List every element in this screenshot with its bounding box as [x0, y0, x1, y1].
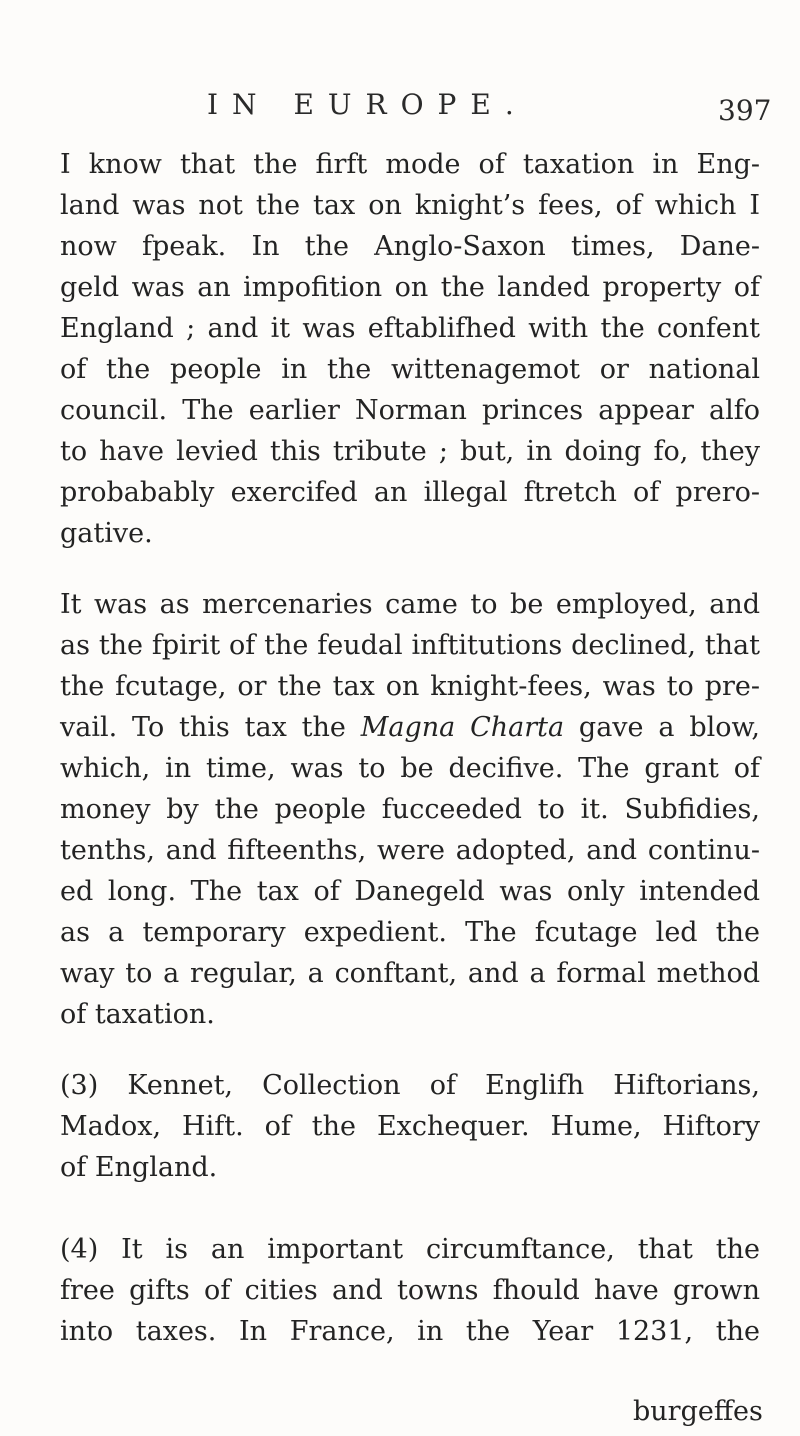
- text-line: money by the people fucceeded to it. Subfidies,: [60, 794, 760, 825]
- text-line: into taxes. In France, in the Year 1231, the: [60, 1316, 760, 1347]
- text-line: council. The earlier Norman princes appear alfo: [60, 395, 760, 426]
- text-line: [60, 711, 760, 745]
- text-line: of England.: [60, 1152, 218, 1183]
- text-span: vail. To this tax the: [60, 712, 361, 743]
- text-line: free gifts of cities and towns fhould have grown: [60, 1275, 760, 1306]
- text-line: to have levied this tribute ; but, in doing fo, they: [60, 436, 760, 467]
- text-line: the fcutage, or the tax on knight-fees, was to pre-: [60, 671, 760, 702]
- text-line: way to a regular, a conftant, and a formal method: [60, 958, 760, 989]
- text-line: ed long. The tax of Danegeld was only intended: [60, 876, 760, 907]
- text-line: It was as mercenaries came to be employed, and: [60, 589, 760, 620]
- catchword: burgeffes: [633, 1396, 763, 1427]
- text-line: of taxation.: [60, 999, 215, 1030]
- text-line: which, in time, was to be decifive. The grant of: [60, 753, 760, 784]
- text-line: of the people in the wittenagemot or national: [60, 354, 760, 385]
- text-line: as a temporary expedient. The fcutage led the: [60, 917, 760, 948]
- running-head: IN EUROPE.: [207, 88, 528, 121]
- text-line: gative.: [60, 518, 153, 549]
- text-line: as the fpirit of the feudal inftitutions declined, that: [60, 630, 760, 661]
- text-line: England ; and it was eftablifhed with the confent: [60, 313, 760, 344]
- text-line: geld was an impofition on the landed property of: [60, 272, 760, 303]
- text-line: Madox, Hift. of the Exchequer. Hume, Hiftory: [60, 1111, 760, 1142]
- text-line: now fpeak. In the Anglo-Saxon times, Dane-: [60, 231, 760, 262]
- text-line: land was not the tax on knight’s fees, of which I: [60, 190, 760, 221]
- page-number: 397: [718, 94, 772, 127]
- text-line: probabably exercifed an illegal ftretch of prero-: [60, 477, 760, 508]
- text-line: (3) Kennet, Collection of Englifh Hiftorians,: [60, 1070, 760, 1101]
- text-span: gave a blow,: [564, 712, 760, 743]
- text-line: (4) It is an important circumftance, that the: [60, 1234, 760, 1265]
- text-line: tenths, and fifteenths, were adopted, and continu-: [60, 835, 760, 866]
- italic-title: Magna Charta: [360, 712, 565, 743]
- text-line: I know that the firft mode of taxation in Eng-: [60, 149, 760, 180]
